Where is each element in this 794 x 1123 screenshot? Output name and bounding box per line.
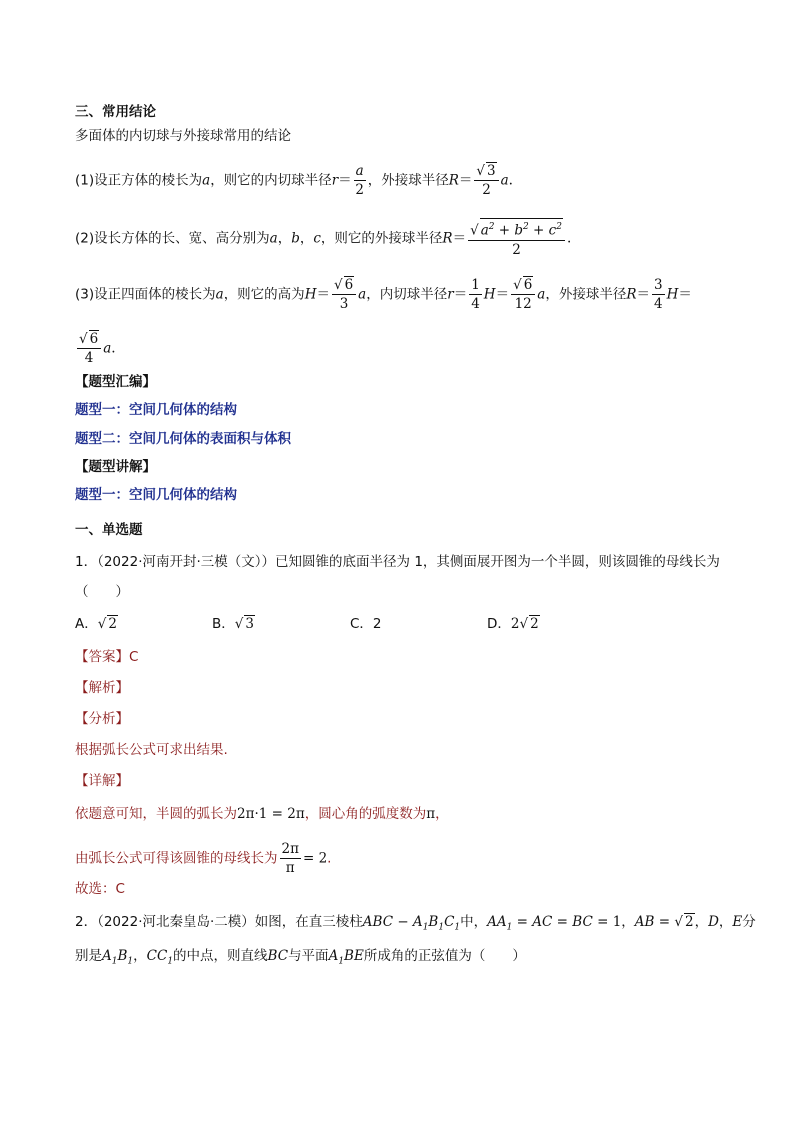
conclusion-1: (1)设正方体的棱长为a，则它的内切球半径r＝ $\frac{a}{2}$ ，外接球半径R＝ $\frac{√ 3}{2}$ a. bbox=[75, 163, 513, 198]
section-heading: 三、常用结论 bbox=[75, 104, 156, 120]
types-explain-label: 【题型讲解】 bbox=[75, 459, 156, 475]
q1-stem: 1．（2022·河南开封·三模（文））已知圆锥的底面半径为 1，其侧面展开图为一个半圆，则该圆锥的母线长为 bbox=[75, 554, 720, 570]
q1-option-a: A．√ 2 bbox=[75, 616, 117, 632]
q1-answer: 【答案】C bbox=[75, 649, 139, 665]
fraction: $\frac{2\pi}{\pi}$ bbox=[281, 841, 299, 876]
q1-option-c: C．2 bbox=[350, 616, 382, 632]
q1-option-b: B．√ 3 bbox=[212, 616, 254, 632]
q2-stem-line2: 别是$A_1B_1$，$CC_1$的中点，则直线BC与平面$A_1BE$所成角的正弦值为（ ） bbox=[75, 948, 526, 967]
single-choice-heading: 一、单选题 bbox=[75, 522, 143, 538]
fraction: $\frac{√ 6}{12}$ bbox=[511, 276, 535, 313]
conclusion-3: (3)设正四面体的棱长为a，则它的高为H＝ $\frac{√ 6}{3}$ a，内切球半径r＝ $\frac{1}{4}$ H＝ $\frac{√ 6}{12}$ a，外接球半径R＝ $\frac{3}{4}$ H＝ bbox=[75, 277, 692, 312]
types-summary-label: 【题型汇编】 bbox=[75, 374, 156, 390]
q1-option-d: D．2√ 2 bbox=[487, 616, 539, 632]
type1-heading: 题型一：空间几何体的结构 bbox=[75, 487, 237, 503]
fraction: $\frac{√ 3}{2}$ bbox=[474, 162, 498, 199]
q1-detail-line2: 由弧长公式可得该圆锥的母线长为 $\frac{2\pi}{\pi}$ = 2. bbox=[75, 841, 332, 876]
q1-analysis-label: 【解析】 bbox=[75, 680, 129, 696]
fraction: $\frac{1}{4}$ bbox=[471, 277, 480, 312]
q1-detail-line1: 依题意可知，半圆的弧长为2π·1 = 2π，圆心角的弧度数为π， bbox=[75, 806, 449, 822]
q1-choice: 故选：C bbox=[75, 881, 125, 897]
q2-stem-line1: 2．（2022·河北秦皇岛·二模）如图，在直三棱柱ABC − $A_1B_1C_1$中，$AA_1$ = AC = BC = 1，AB = √ 2，D，E分 bbox=[75, 914, 756, 933]
section-intro: 多面体的内切球与外接球常用的结论 bbox=[75, 128, 291, 144]
fraction: $\frac{a}{2}$ bbox=[355, 163, 364, 198]
q1-fenxi-label: 【分析】 bbox=[75, 711, 129, 727]
conclusion-2: (2)设长方体的长、宽、高分别为a，b，c，则它的外接球半径R＝ $\frac{√ a^2 + b^2 + c^2}{2}$ . bbox=[75, 218, 571, 259]
type1-link[interactable]: 题型一：空间几何体的结构 bbox=[75, 402, 237, 418]
fraction: $\frac{√ a^2 + b^2 + c^2}{2}$ bbox=[468, 218, 565, 259]
q1-stem-bracket: （ ） bbox=[75, 584, 129, 600]
fraction: $\frac{√ 6}{4}$ bbox=[77, 330, 101, 367]
conclusion-3-continued: $\frac{√ 6}{4}$ a. bbox=[79, 331, 116, 366]
q1-fenxi-text: 根据弧长公式可求出结果. bbox=[75, 742, 228, 758]
q1-detail-label: 【详解】 bbox=[75, 773, 129, 789]
fraction: $\frac{3}{4}$ bbox=[654, 277, 663, 312]
type2-link[interactable]: 题型二：空间几何体的表面积与体积 bbox=[75, 431, 291, 447]
fraction: $\frac{√ 6}{3}$ bbox=[332, 276, 356, 313]
